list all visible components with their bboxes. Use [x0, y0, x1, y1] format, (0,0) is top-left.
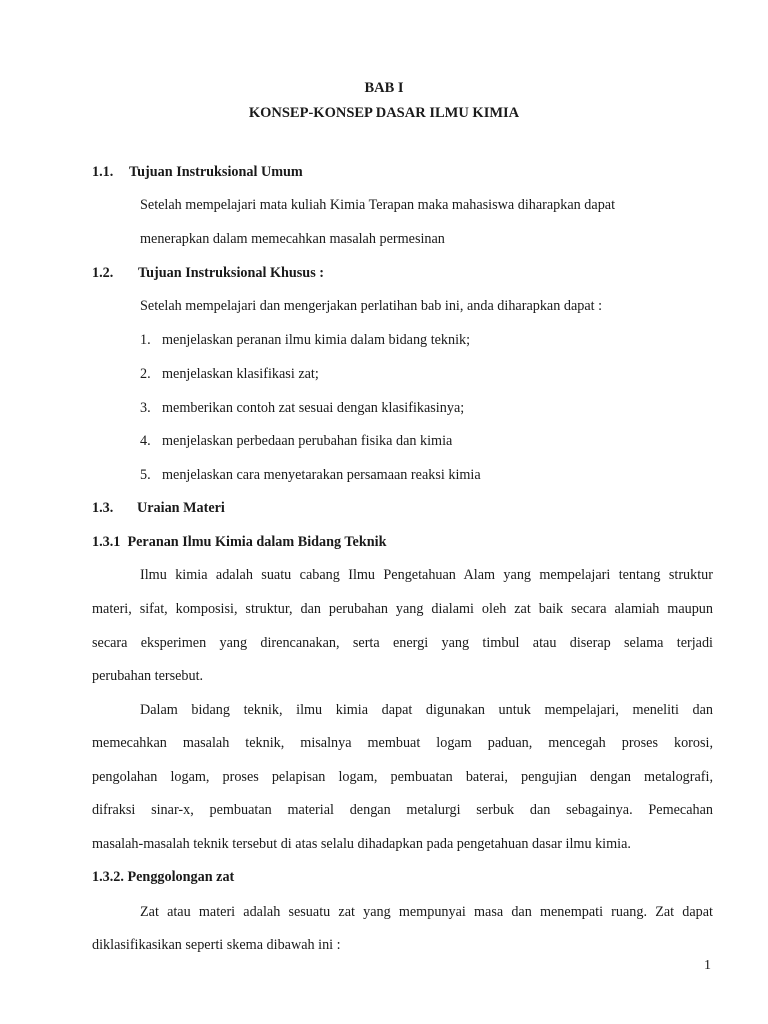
text-line: Dalam bidang teknik, ilmu kimia dapat digunakan untuk mempelajari, meneliti dan — [140, 702, 713, 718]
list-item — [140, 331, 470, 349]
section-1-3-heading — [92, 499, 225, 517]
paragraph-line — [92, 600, 713, 618]
paragraph-line — [92, 801, 713, 819]
section-title: Tujuan Instruksional Khusus : — [138, 265, 324, 281]
section-1-2-heading — [92, 264, 324, 282]
chapter-label: BAB I — [364, 80, 404, 96]
list-number: 5. — [140, 467, 151, 483]
paragraph-line: masalah-masalah teknik tersebut di atas selalu dihadapkan pada pengetahuan dasar ilmu kimia. — [92, 836, 631, 852]
list-item — [140, 432, 452, 450]
section-1-3-1-heading: 1.3.1 Peranan Ilmu Kimia dalam Bidang Teknik — [92, 534, 387, 550]
paragraph-line: Setelah mempelajari mata kuliah Kimia Terapan maka mahasiswa diharapkan dapat — [140, 197, 616, 213]
list-number: 3. — [140, 400, 151, 416]
paragraph-line — [92, 734, 713, 752]
section-number: 1.1. — [92, 164, 114, 180]
list-text: menjelaskan perbedaan perubahan fisika dan kimia — [162, 433, 453, 449]
text-line: memecahkan masalah teknik, misalnya membuat logam paduan, mencegah proses korosi, — [92, 735, 713, 751]
paragraph-line — [140, 701, 713, 719]
paragraph-line: menerapkan dalam memecahkan masalah permesinan — [140, 231, 445, 247]
list-item — [140, 365, 319, 383]
section-1-1-heading — [92, 163, 303, 181]
paragraph-line: Setelah mempelajari dan mengerjakan perlatihan bab ini, anda diharapkan dapat : — [140, 298, 603, 314]
paragraph-line — [92, 634, 713, 652]
text-line: materi, sifat, komposisi, struktur, dan perubahan yang dialami oleh zat baik secara alamiah maupun — [92, 601, 713, 617]
section-number: 1.2. — [92, 265, 114, 281]
section-title: Tujuan Instruksional Umum — [129, 164, 303, 180]
text-line: secara eksperimen yang direncanakan, serta energi yang timbul atau diserap selama terjadi — [92, 635, 713, 651]
list-item — [140, 466, 481, 484]
list-text: menjelaskan cara menyetarakan persamaan reaksi kimia — [162, 467, 481, 483]
list-number: 1. — [140, 332, 151, 348]
paragraph-line — [140, 903, 713, 921]
section-number: 1.3. — [92, 500, 114, 516]
paragraph-line: perubahan tersebut. — [92, 668, 204, 684]
text-line: pengolahan logam, proses pelapisan logam, pembuatan baterai, pengujian dengan metalografi, — [92, 769, 713, 785]
text-line: difraksi sinar-x, pembuatan material dengan metalurgi serbuk dan sebagainya. Pemecahan — [92, 802, 713, 818]
page-number: 1 — [704, 958, 711, 973]
chapter-title: KONSEP-KONSEP DASAR ILMU KIMIA — [248, 105, 520, 121]
paragraph-line: diklasifikasikan seperti skema dibawah ini : — [92, 937, 341, 953]
list-text: menjelaskan peranan ilmu kimia dalam bidang teknik; — [162, 332, 471, 348]
text-line: Ilmu kimia adalah suatu cabang Ilmu Pengetahuan Alam yang mempelajari tentang struktur — [140, 567, 713, 583]
paragraph-line — [140, 566, 713, 584]
list-text: menjelaskan klasifikasi zat; — [162, 366, 319, 382]
list-number: 4. — [140, 433, 151, 449]
list-text: memberikan contoh zat sesuai dengan klasifikasinya; — [162, 400, 465, 416]
paragraph-line — [92, 768, 713, 786]
list-item — [140, 399, 464, 417]
section-1-3-2-heading: 1.3.2. Penggolongan zat — [92, 869, 235, 885]
section-title: Uraian Materi — [137, 500, 225, 516]
text-line: Zat atau materi adalah sesuatu zat yang mempunyai masa dan menempati ruang. Zat dapat — [140, 904, 713, 920]
list-number: 2. — [140, 366, 151, 382]
